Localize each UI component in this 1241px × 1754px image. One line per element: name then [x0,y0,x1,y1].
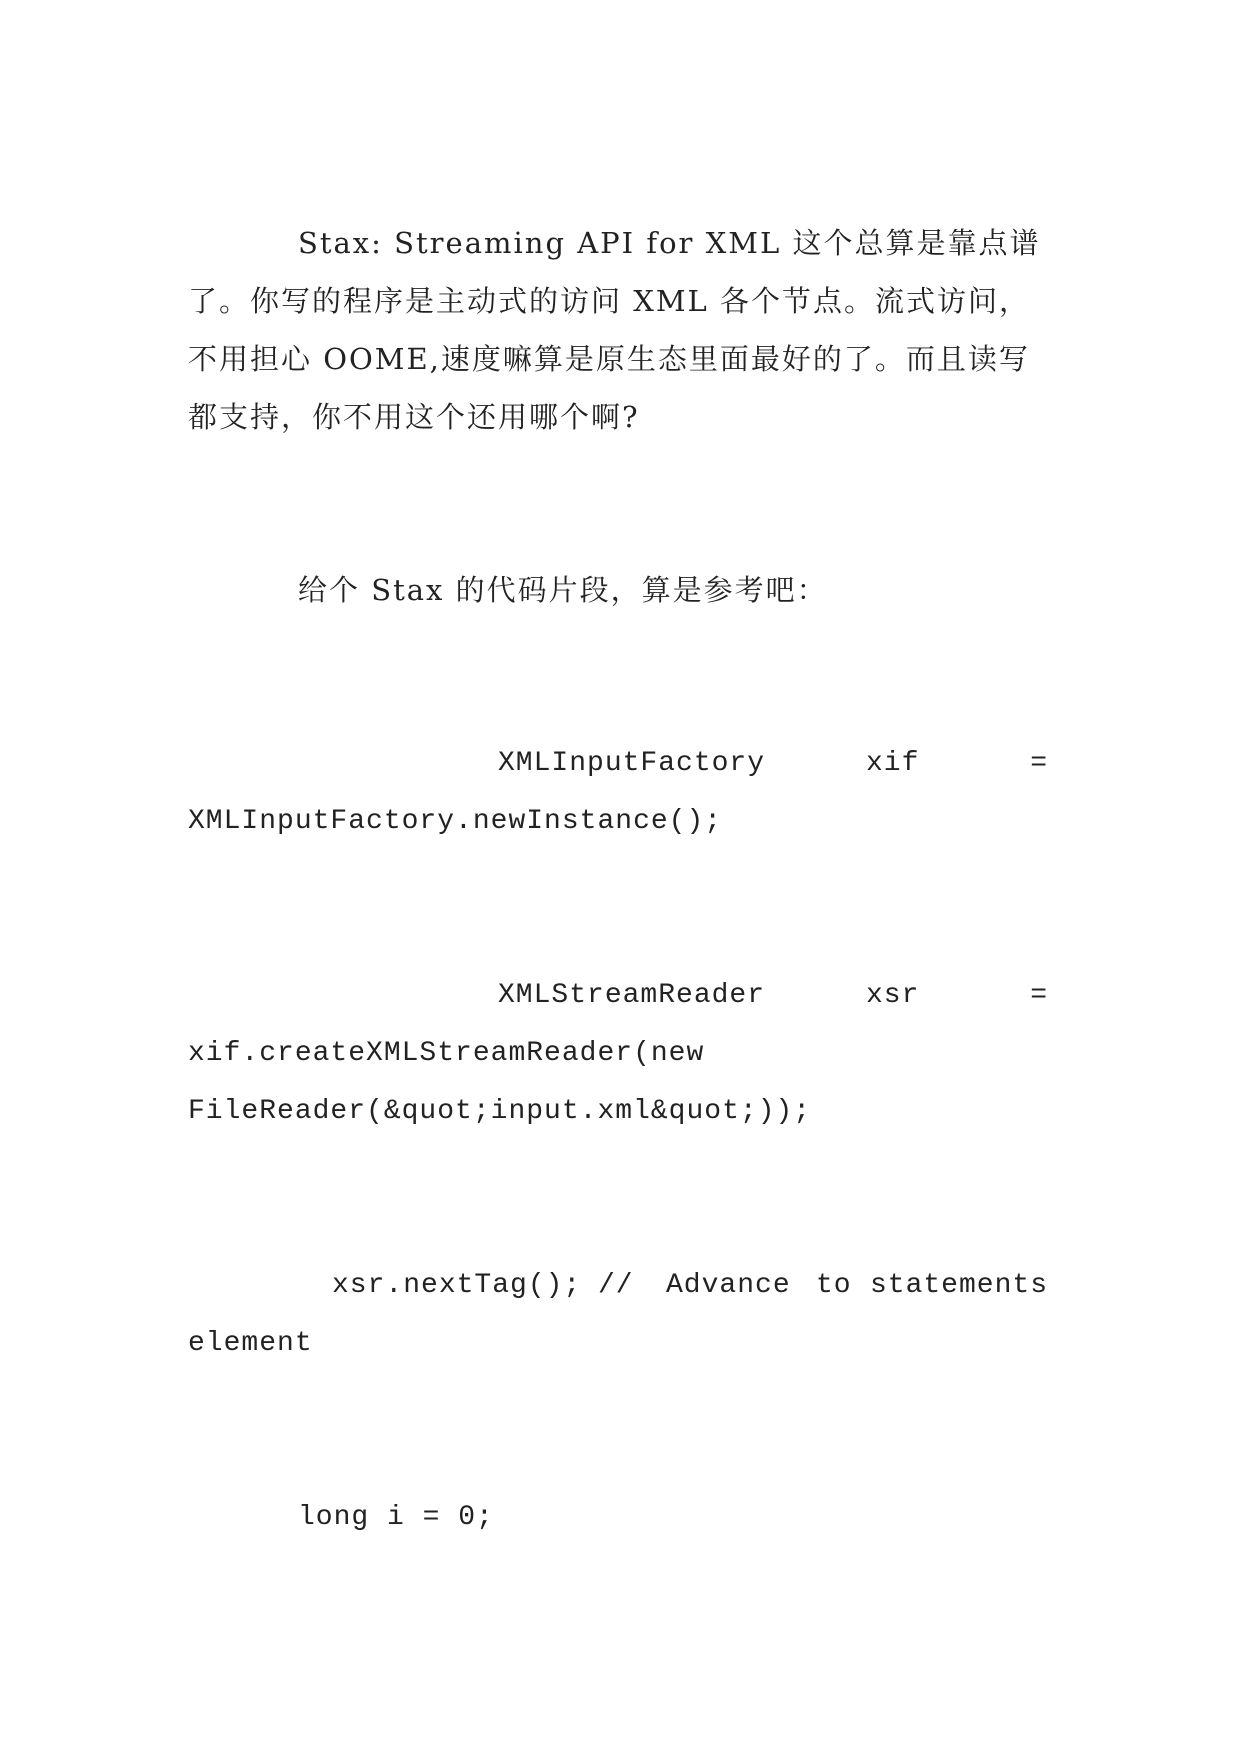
code-counter [188,1489,1048,1547]
intro-line-3: 不用担心 OOME,速度嘛算是原生态里面最好的了。而且读写 [188,342,1030,376]
intro-line-2: 了。你写的程序是主动式的访问 XML 各个节点。流式访问， [188,284,1031,318]
intro-line-1: Stax: Streaming API for XML 这个总算是靠点谱 [298,226,1041,260]
code-stream-reader-line-3: FileReader(&quot;input.xml&quot;)); [188,1096,812,1127]
code-counter-line: long i = 0; [298,1502,494,1533]
code-next-tag [188,1257,1048,1373]
code-stream-reader-line-1 [188,967,1048,1025]
intro-line-4: 都支持，你不用这个还用哪个啊? [188,400,640,434]
code-token-comment-mark: // [598,1270,634,1301]
code-token-type: XMLStreamReader [498,980,766,1011]
code-token-var: xsr [866,980,920,1011]
code-input-factory-line-2: XMLInputFactory.newInstance(); [188,806,723,837]
code-next-tag-line-1 [188,1257,1048,1315]
code-input-factory-line-1 [188,735,1048,793]
code-next-tag-line-2: element [188,1328,313,1359]
code-token-var: xif [866,748,920,779]
code-token-call: xsr.nextTag(); [332,1270,582,1301]
code-input-factory [188,735,1048,851]
code-stream-reader-line-2: xif.createXMLStreamReader(new [188,1038,705,1069]
code-stream-reader [188,967,1048,1141]
intro-paragraph [188,214,1048,446]
code-token-word: Advance [666,1270,791,1301]
snippet-intro-paragraph [188,561,1048,619]
code-token-equals: = [1030,748,1048,779]
snippet-intro-line: 给个 Stax 的代码片段，算是参考吧： [298,573,828,607]
code-token-word: to [816,1270,852,1301]
code-token-equals: = [1030,980,1048,1011]
code-token-word: statements [869,1270,1048,1301]
code-token-type: XMLInputFactory [498,748,766,779]
